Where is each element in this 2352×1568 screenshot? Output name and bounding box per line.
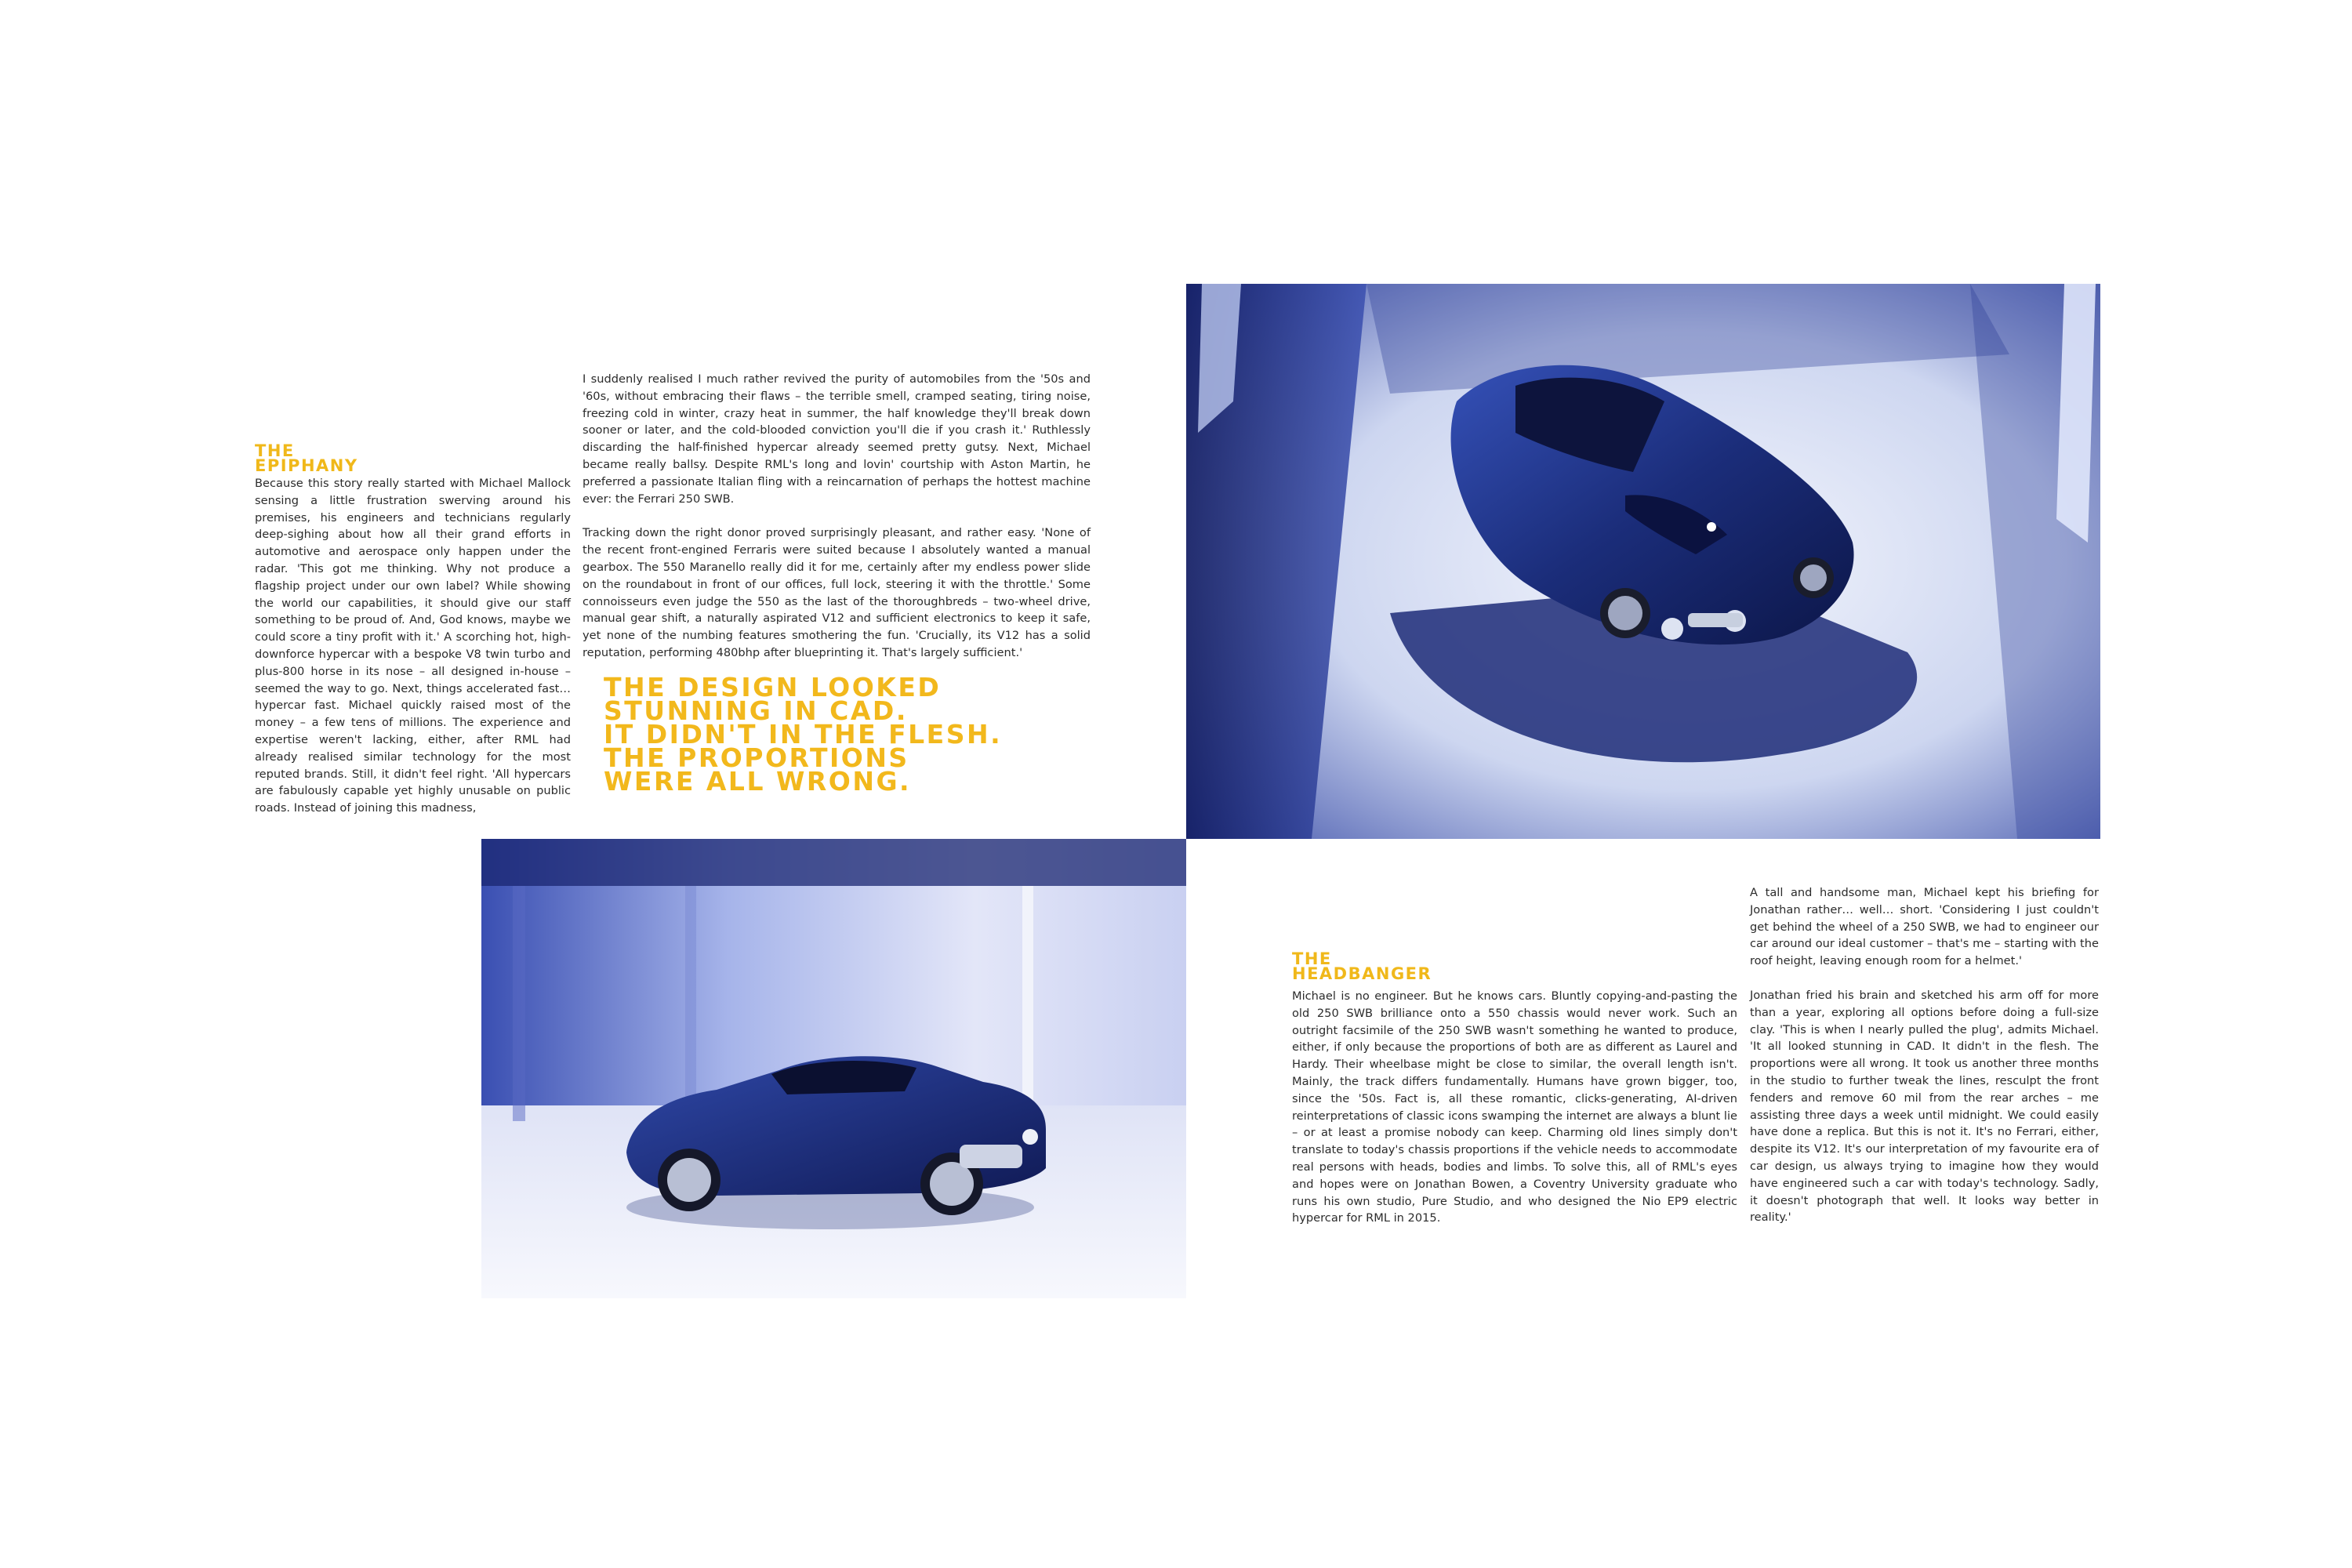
pull-quote-line1: THE DESIGN LOOKED [604, 672, 942, 702]
pull-quote-line4: THE PROPORTIONS [604, 742, 909, 773]
pull-quote-line3: IT DIDN'T IN THE FLESH. [604, 719, 1003, 750]
headbanger-paragraph-3: Jonathan fried his brain and sketched his arm off for more than a year, exploring all options before doing a full-size clay. 'This is when I nearly pulled the plug', admits Michael. 'It all looked stunning in CAD. It didn't in the flesh. The proportions were all wrong. It took us another three months in the studio to further tweak the lines, resculpt the front fenders and remove 60 mil from the rear arches – me assisting three days a week until midnight. We could easily have done a replica. But this is not it. It's no Ferrari, either, despite its V12. It's our interpretation of my favourite era of car design, us always trying to imagine how they would have engineered such a car with today's technology. Sadly, it doesn't photograph that well. It looks way better in reality.' [1750, 988, 2099, 1225]
heading-epiphany-line1: THE [255, 441, 295, 460]
pull-quote-line5: WERE ALL WRONG. [604, 766, 912, 797]
heading-headbanger [1292, 949, 1432, 983]
heading-epiphany [255, 441, 358, 475]
heading-headbanger-line2: HEADBANGER [1292, 964, 1432, 983]
epiphany-column-1 [255, 475, 571, 817]
epiphany-paragraph-3: Tracking down the right donor proved surprisingly pleasant, and rather easy. 'None of the recent front-engined Ferraris were suited because I absolutely wanted a manual gearbox. The 550 Maranello really did it for me, certainly after my endless power slide on the roundabout in front of our offices, full lock, steering it with the throttle.' Some connoisseurs even judge the 550 as the last of the thoroughbreds – two-wheel drive, manual gear shift, a naturally aspirated V12 and sufficient electronics to keep it safe, yet none of the numbing features smothering the fun. 'Crucially, its V12 has a solid reputation, performing 480bhp after blueprinting it. That's largely sufficient.' [583, 526, 1091, 659]
headbanger-column-1 [1292, 988, 1737, 1227]
photo-car-side [481, 839, 1186, 1298]
car-overhead-image [1186, 284, 2100, 839]
pull-quote-line2: STUNNING IN CAD. [604, 695, 908, 726]
epiphany-paragraph-1: Because this story really started with Michael Mallock sensing a little frustration swerving around his premises, his engineers and technicians regularly deep-sighing about how all their grand efforts in automotive and aerospace only happen under the radar. 'This got me thinking. Why not produce a flagship project under our own label? While showing the world our capabilities, it should give our staff something to be proud of. And, God knows, maybe we could score a tiny profit with it.' A scorching hot, high-downforce hypercar with a bespoke V8 twin turbo and plus-800 horse in its nose – all designed in-house – seemed the way to go. Next, things accelerated fast… hypercar fast. Michael quickly raised most of the money – a few tens of millions. The experience and expertise weren't lacking, either, after RML had already realised similar technology for the most reputed brands. Still, it didn't feel right. 'All hypercars are fabulously capable yet highly unusable on public roads. Instead of joining this madness, [255, 477, 571, 815]
car-side-image [481, 839, 1186, 1298]
headbanger-column-2 [1750, 884, 2099, 1226]
epiphany-paragraph-2: I suddenly realised I much rather revived the purity of automobiles from the '50s and '60s, without embracing their flaws – the terrible smell, cramped seating, tiring noise, freezing cold in winter, crazy heat in summer, the half knowledge they'll break down sooner or later, and the cold-blooded conviction you'll die if you crash it.' Ruthlessly discarding the half-finished hypercar already seemed pretty gutsy. Next, Michael became really ballsy. Despite RML's long and lovin' courtship with Aston Martin, he preferred a passionate Italian fling with a reincarnation of perhaps the hottest machine ever: the Ferrari 250 SWB. [583, 372, 1091, 506]
headbanger-paragraph-1: Michael is no engineer. But he knows cars. Bluntly copying-and-pasting the old 250 SWB brilliance onto a 550 chassis would never work. Such an outright facsimile of the 250 SWB wasn't something he wanted to produce, either, if only because the proportions of both are as different as Laurel and Hardy. Their wheelbase might be close to similar, the overall length isn't. Mainly, the track differs fundamentally. Humans have grown bigger, too, since the '50s. Fact is, all these romantic, clicks-generating, AI-driven reinterpretations of classic icons swamping the internet are always a blunt lie – or at least a promise nobody can keep. Charming old lines simply don't translate to today's chassis proportions if the vehicle needs to accommodate real persons with heads, bodies and limbs. To solve this, all of RML's eyes and hopes were on Jonathan Bowen, a Coventry University graduate who runs his own studio, Pure Studio, and who designed the Nio EP9 electric hypercar for RML in 2015. [1292, 989, 1737, 1225]
headbanger-paragraph-2: A tall and handsome man, Michael kept his briefing for Jonathan rather… well… short. 'Considering I just couldn't get behind the wheel of a 250 SWB, we had to engineer our car around our ideal customer – that's me – starting with the roof height, leaving enough room for a helmet.' [1750, 886, 2099, 968]
pull-quote [604, 672, 1090, 797]
photo-car-overhead [1186, 284, 2100, 839]
heading-epiphany-line2: EPIPHANY [255, 456, 358, 475]
heading-headbanger-line1: THE [1292, 949, 1332, 968]
epiphany-column-2 [583, 371, 1091, 662]
